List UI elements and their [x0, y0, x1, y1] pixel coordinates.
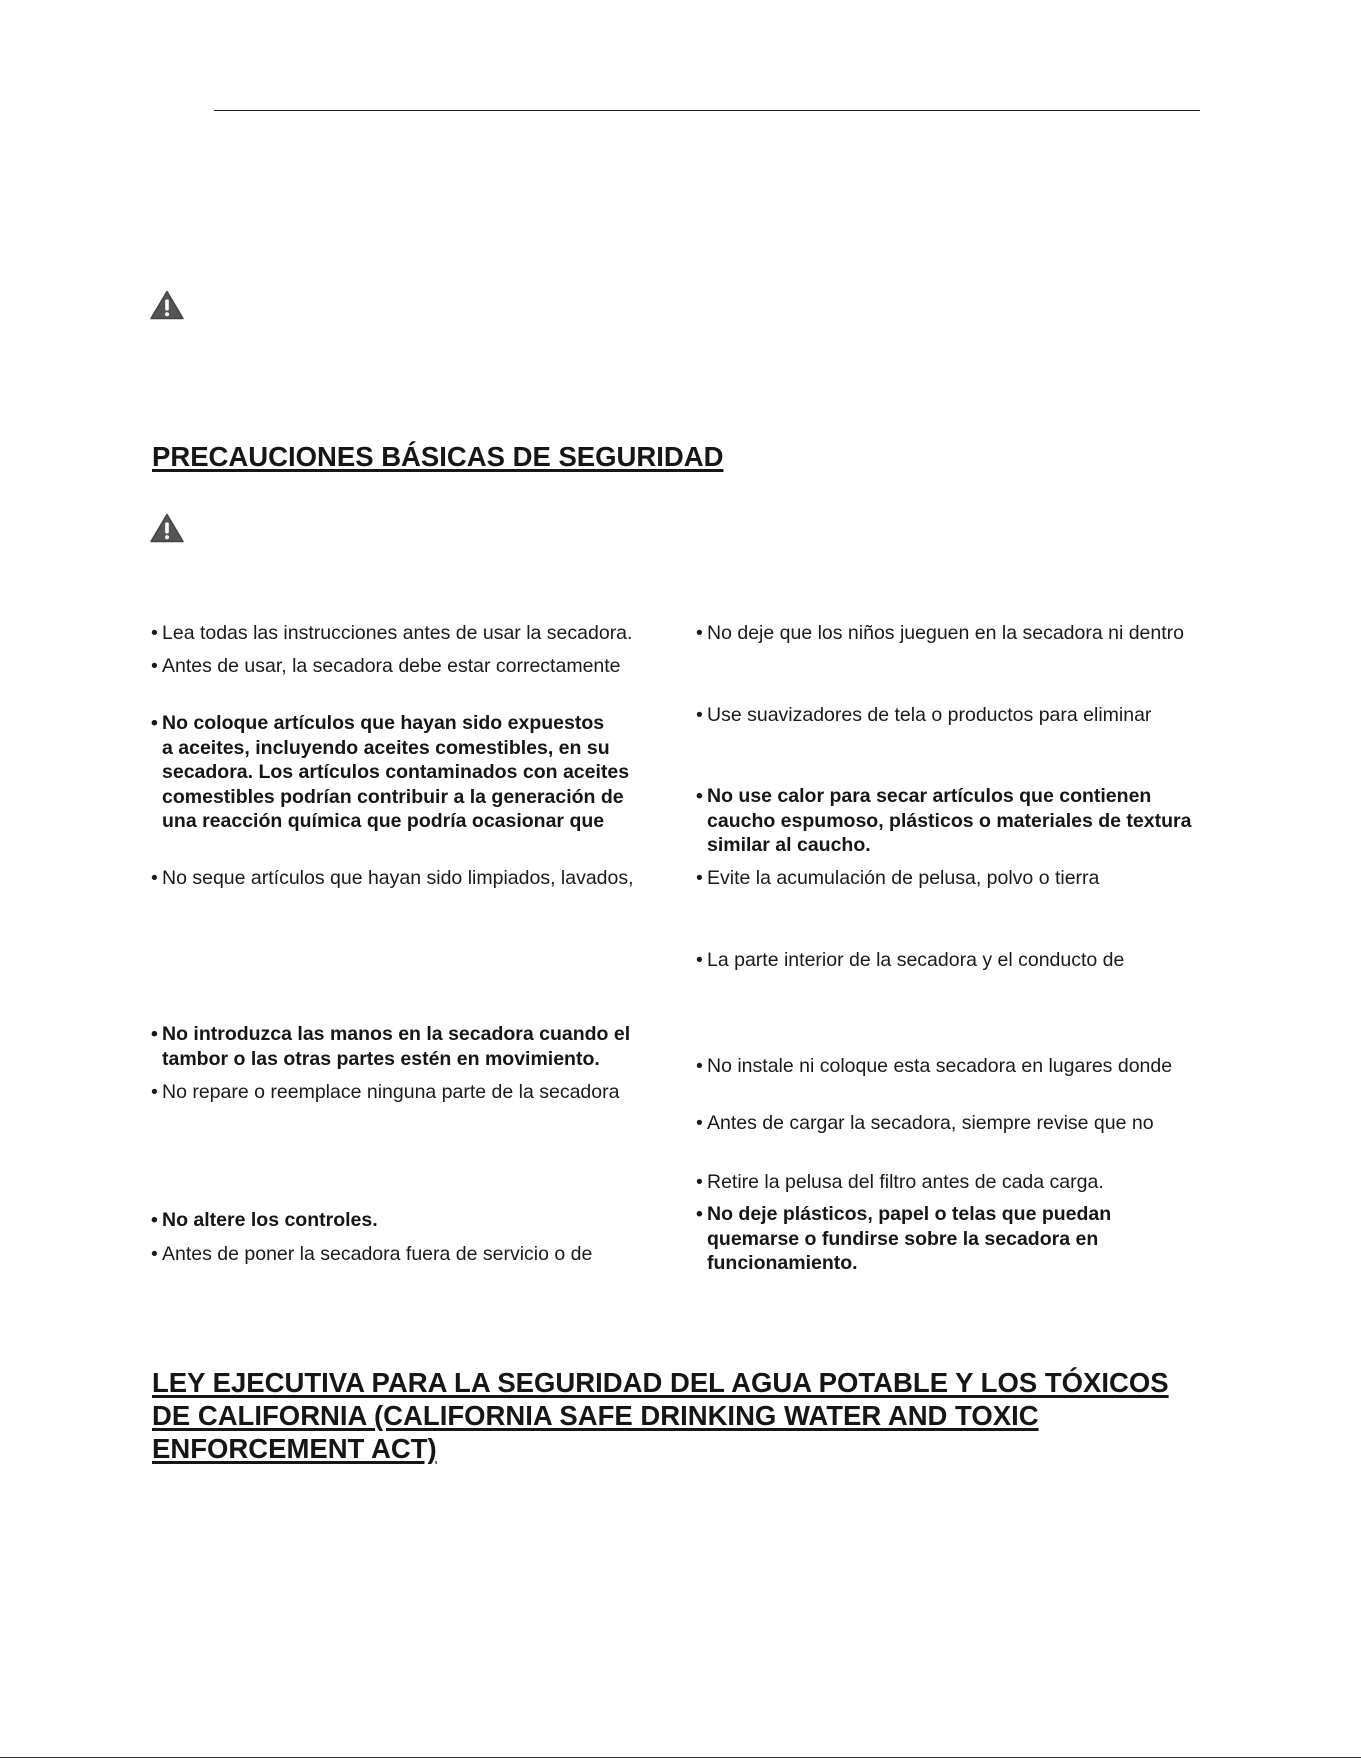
list-item	[696, 1054, 1172, 1079]
warning-triangle-icon	[150, 290, 184, 320]
list-item	[151, 866, 634, 891]
list-item-text: No instale ni coloque esta secadora en lugares donde	[707, 1055, 1173, 1077]
list-item	[696, 1111, 1154, 1136]
list-item-text: caucho espumoso, plásticos o materiales de textura	[707, 809, 1192, 832]
list-item	[696, 1170, 1104, 1195]
list-item-text: No deje que los niños jueguen en la secadora ni dentro	[707, 622, 1185, 644]
bullet-dot: •	[151, 655, 158, 677]
list-item-text: quemarse o fundirse sobre la secadora en	[707, 1227, 1099, 1250]
bullet-dot: •	[696, 1112, 703, 1134]
warning-triangle-icon	[150, 513, 184, 543]
list-item	[151, 1022, 630, 1071]
list-item	[696, 1202, 1111, 1276]
list-item	[151, 621, 632, 646]
list-item-text: Antes de usar, la secadora debe estar correctamente	[162, 655, 621, 677]
list-item-text: similar al caucho.	[707, 834, 871, 856]
bullet-dot: •	[696, 1203, 703, 1225]
bullet-dot: •	[696, 704, 703, 726]
bullet-dot: •	[151, 1243, 158, 1265]
list-item	[151, 711, 629, 834]
bullet-dot: •	[151, 712, 158, 734]
list-item-text: No use calor para secar artículos que contienen	[707, 785, 1152, 807]
list-item-text: Retire la pelusa del filtro antes de cada carga.	[707, 1171, 1104, 1193]
list-item	[696, 621, 1184, 646]
list-item-text: No seque artículos que hayan sido limpiados, lavados,	[162, 867, 634, 889]
bullet-dot: •	[696, 622, 703, 644]
bullet-dot: •	[151, 1209, 158, 1231]
list-item	[151, 1080, 619, 1105]
bullet-dot: •	[696, 949, 703, 971]
list-item-text: No coloque artículos que hayan sido expuestos	[162, 712, 605, 734]
list-item	[696, 784, 1191, 858]
list-item-text: Evite la acumulación de pelusa, polvo o tierra	[707, 867, 1100, 889]
list-item-text: La parte interior de la secadora y el conducto de	[707, 949, 1125, 971]
list-item-text: Use suavizadores de tela o productos para eliminar	[707, 704, 1152, 726]
section-heading-california-prop65	[152, 1366, 1212, 1465]
bullet-dot: •	[696, 867, 703, 889]
bullet-dot: •	[151, 622, 158, 644]
list-item-text: secadora. Los artículos contaminados con aceites	[162, 761, 630, 783]
list-item-text: Antes de poner la secadora fuera de servicio o de	[162, 1243, 593, 1265]
list-item	[151, 1242, 592, 1267]
bullet-dot: •	[151, 1023, 158, 1045]
list-item-text: No repare o reemplace ninguna parte de la secadora	[162, 1081, 620, 1103]
list-item-text: Antes de cargar la secadora, siempre revise que no	[707, 1112, 1154, 1134]
bullet-dot: •	[151, 1081, 158, 1103]
list-item-text: una reacción química que podría ocasionar que	[162, 810, 605, 832]
section-heading-basic-safety: PRECAUCIONES BÁSICAS DE SEGURIDAD	[152, 441, 724, 472]
bullet-dot: •	[696, 1171, 703, 1193]
header-rule	[214, 110, 1200, 111]
list-item-text: No deje plásticos, papel o telas que puedan	[707, 1203, 1112, 1225]
list-item-text: tambor o las otras partes estén en movimiento.	[162, 1047, 600, 1070]
list-item	[151, 1208, 378, 1233]
list-item	[696, 866, 1099, 891]
footer-rule	[0, 1757, 1361, 1758]
bullet-dot: •	[696, 785, 703, 807]
list-item-text: Lea todas las instrucciones antes de usar la secadora.	[162, 622, 633, 644]
bullet-dot: •	[696, 1055, 703, 1077]
list-item	[696, 948, 1124, 973]
list-item-text: a aceites, incluyendo aceites comestibles, en su	[162, 736, 610, 759]
heading-line: DE CALIFORNIA (CALIFORNIA SAFE DRINKING WATER AND TOXIC	[152, 1400, 1039, 1431]
heading-line: LEY EJECUTIVA PARA LA SEGURIDAD DEL AGUA POTABLE Y LOS TÓXICOS	[152, 1367, 1169, 1398]
heading-line: ENFORCEMENT ACT)	[152, 1433, 437, 1464]
list-item-text: No introduzca las manos en la secadora cuando el	[162, 1023, 631, 1045]
list-item-text: funcionamiento.	[707, 1252, 858, 1274]
list-item-text: No altere los controles.	[162, 1209, 378, 1231]
bullet-dot: •	[151, 867, 158, 889]
list-item	[696, 703, 1151, 728]
list-item	[151, 654, 621, 679]
list-item-text: comestibles podrían contribuir a la generación de	[162, 785, 624, 808]
